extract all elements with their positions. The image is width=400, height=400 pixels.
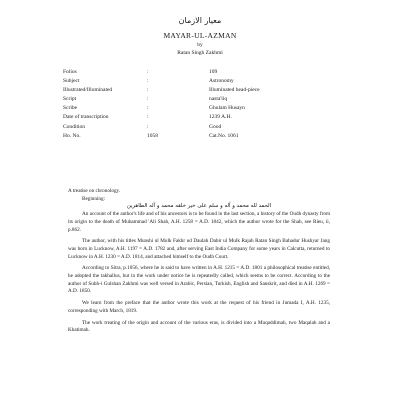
meta-label: Script bbox=[63, 96, 77, 103]
meta-colon: : bbox=[147, 69, 149, 75]
meta-label: Condition bbox=[63, 123, 86, 130]
document-body bbox=[68, 188, 330, 335]
meta-row-condition bbox=[63, 123, 363, 132]
beginning-label: Beginning: bbox=[82, 195, 106, 202]
meta-label: Date of transcription bbox=[63, 114, 109, 121]
meta-row-subject bbox=[63, 77, 363, 86]
paragraph-2: The author, with his titles Munshi ul Mulk Fakhr ud Daulah Dabir ul Mulk Rajah Ratan Singh Bahadur Hushyar Jang was born in Lucknow, A.H. 1197 = A.D. 1782 and, after serving East India Company for some years in Calcutta, returned to Lucknow in A.H. 1230 = A.D. 1814, and attached himself to the Oudh Court. bbox=[68, 238, 330, 260]
paragraph-4: We learn from the preface that the author wrote this work at the request of his friend in Jumada I, A.H. 1235, corresponding with March, 1819. bbox=[68, 300, 330, 314]
urdu-beginning-text: الحمد لله محمد و آله و سلم على خير خلقه محمد و آله الطاهرين bbox=[126, 203, 272, 210]
meta-label: Illustrated/Illuminated bbox=[63, 87, 113, 94]
meta-row-date bbox=[63, 113, 363, 122]
meta-value: 1239 A.H. bbox=[209, 114, 232, 121]
meta-row-script bbox=[63, 95, 363, 104]
meta-colon: : bbox=[147, 96, 149, 103]
meta-row-illustrated bbox=[63, 86, 363, 95]
meta-colon: : bbox=[147, 105, 149, 112]
meta-row-folios bbox=[63, 68, 363, 77]
meta-value: Astronomy bbox=[209, 78, 234, 85]
meta-row-hono bbox=[63, 132, 363, 141]
meta-colon: : bbox=[147, 114, 149, 121]
meta-colon: : bbox=[147, 87, 149, 94]
meta-value: Good bbox=[209, 123, 222, 130]
meta-colon: : bbox=[147, 123, 149, 130]
meta-value: 109 bbox=[209, 69, 218, 75]
paragraph-5: The work treating of the origin and account of the various eras, is divided into a Muqaddimah, two Maqalah and a Khatimah. bbox=[68, 319, 330, 334]
meta-label: Folios bbox=[63, 69, 77, 75]
meta-label: Ho. No. bbox=[63, 132, 81, 139]
author-name: Ratan Singh Zakhmi bbox=[177, 50, 223, 56]
meta-value: Cat.No. 1061 bbox=[209, 132, 239, 139]
meta-label: Scribe bbox=[63, 105, 78, 112]
meta-value: Ghulam Husayn bbox=[209, 105, 245, 112]
meta-colon: 1058 bbox=[147, 132, 158, 139]
paragraph-3: According to Sitra, p.1056, where he is said to have written in A.H. 1215 = A.D. 1801 a philosophical treatise entitled, he adopted the takhallus, but in the work under notice he is repeatedly called, which seems to be correct. According to the author of Subh-i Gulshan Zakhmi was well versed in Arabic, Persian, Turkish, English and Sanskrit, and died in A.H. 1269 = A.D. 1850. bbox=[68, 265, 330, 295]
metadata-table bbox=[63, 68, 363, 141]
meta-row-scribe bbox=[63, 104, 363, 113]
urdu-title: معیار الازمان bbox=[178, 16, 222, 25]
meta-value: nasta'liq bbox=[209, 96, 228, 103]
meta-label: Subject bbox=[63, 78, 80, 85]
paragraph-1: An account of the author's life and of his ancestors is to be found in the last section, a history of the Oudh dynasty from its origin to the death of Muhammad 'Ali Shah, A.H. 1258 = A.D. 1842, which the author wrote for the Shah, see Rieu, ii, p.862. bbox=[68, 211, 330, 233]
intro-line: A treatise on chronology. bbox=[68, 188, 121, 194]
meta-value: Illuminated head-piece bbox=[209, 87, 260, 94]
by-line: by bbox=[197, 42, 203, 48]
meta-colon: : bbox=[147, 78, 149, 85]
document-title: MAYAR-UL-AZMAN bbox=[163, 31, 237, 40]
